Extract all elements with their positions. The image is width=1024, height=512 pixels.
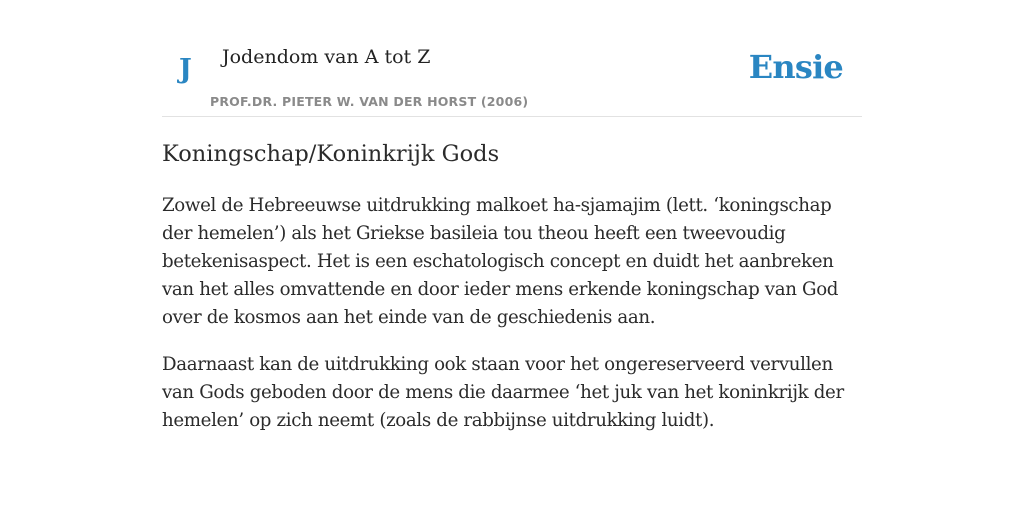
book-header xyxy=(162,0,862,117)
entry-paragraph: Zowel de Hebreeuwse uitdrukking malkoet ha-sjamajim (lett. ‘koningschap der hemelen’) als het Griekse basileia tou theou heeft een tweevoudig betekenisaspect. Het is een eschatologisch concept en duidt het aanbreken van het alles omvattende en door ieder mens erkende koningschap van God over de kosmos aan het einde van de geschiedenis aan. xyxy=(162,195,839,328)
entry-paragraph: Daarnaast kan de uitdrukking ook staan voor het ongereserveerd vervullen van Gods geboden door de mens die daarmee ‘het juk van het koninkrijk der hemelen’ op zich neemt (zoals de rabbijnse uitdrukking luidt). xyxy=(162,354,844,431)
entry-body xyxy=(162,192,864,454)
book-logo[interactable]: J xyxy=(179,54,192,85)
ensie-logo-link[interactable]: Ensie xyxy=(748,48,843,86)
book-title[interactable]: Jodendom van A tot Z xyxy=(222,46,431,68)
book-author: PROF.DR. PIETER W. VAN DER HORST (2006) xyxy=(210,94,529,109)
entry-title: Koningschap/Koninkrijk Gods xyxy=(162,141,500,167)
